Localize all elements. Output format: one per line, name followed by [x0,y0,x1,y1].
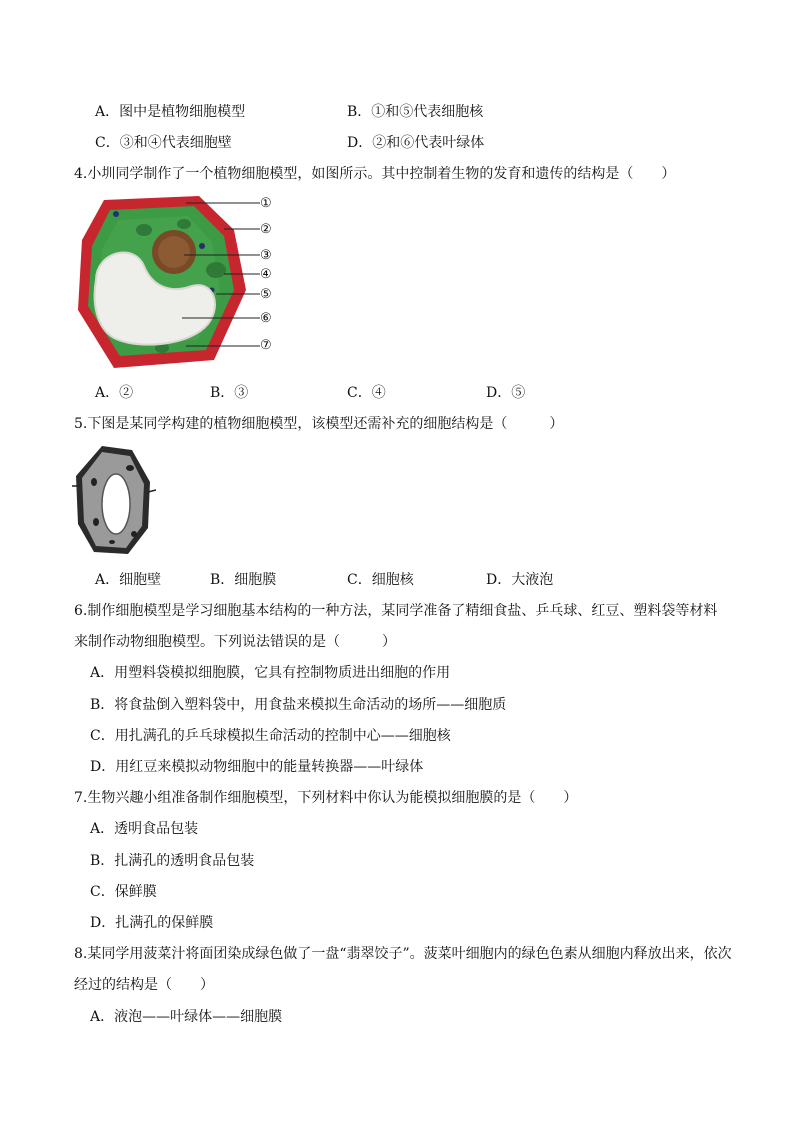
fig4-label-6: ⑥ [260,311,272,326]
q3-option-c: C．③和④代表细胞壁 [95,135,232,151]
fig4-label-3: ③ [260,248,272,263]
fig4-label-7: ⑦ [260,338,272,353]
q5-option-a: A．细胞壁 [95,572,162,588]
vacuole-white-shape [102,474,130,534]
fig4-label-5: ⑤ [260,287,272,302]
q7-option-c: C．保鲜膜 [90,884,157,900]
q7-stem: 7.生物兴趣小组准备制作细胞模型，下列材料中你认为能模拟细胞膜的是（ ） [74,790,578,806]
q4-stem: 4.小圳同学制作了一个植物细胞模型，如图所示。其中控制着生物的发育和遗传的结构是（ ） [74,166,676,182]
q6-option-a: A．用塑料袋模拟细胞膜，它具有控制物质进出细胞的作用 [90,665,451,681]
q5-option-b: B．细胞膜 [210,572,277,588]
q8-stem-line2: 经过的结构是（ ） [74,977,214,993]
q8-stem-line1: 8.某同学用菠菜汁将面团染成绿色做了一盘“翡翠饺子”。菠菜叶细胞内的绿色色素从细胞内释放出来，依次 [74,946,732,962]
q4-option-c: C．④ [347,385,386,401]
q3-option-a: A．图中是植物细胞模型 [95,104,246,120]
q5-option-d: D．大液泡 [486,572,554,588]
fig4-label-4: ④ [260,267,272,282]
q4-option-b: B．③ [210,385,249,401]
fig4-label-1: ① [260,196,272,211]
q7-option-b: B．扎满孔的透明食品包装 [90,853,255,869]
q3-option-b: B．①和⑤代表细胞核 [347,104,484,120]
q5-option-c: C．细胞核 [347,572,414,588]
q4-option-a: A．② [95,385,134,401]
q6-option-b: B．将食盐倒入塑料袋中，用食盐来模拟生命活动的场所——细胞质 [90,697,507,713]
q6-stem-line1: 6.制作细胞模型是学习细胞基本结构的一种方法，某同学准备了精细食盐、乒乓球、红豆、塑料袋等材料 [74,603,718,619]
plant-cell-sketch-figure [72,442,156,560]
q7-option-d: D．扎满孔的保鲜膜 [90,915,214,931]
q6-option-c: C．用扎满孔的乒乓球模拟生命活动的控制中心——细胞核 [90,728,451,744]
q8-option-a: A．液泡——叶绿体——细胞膜 [90,1009,283,1025]
q4-option-d: D．⑤ [486,385,526,401]
q5-stem: 5.下图是某同学构建的植物细胞模型，该模型还需补充的细胞结构是（ ） [74,416,564,432]
q6-stem-line2: 来制作动物细胞模型。下列说法错误的是（ ） [74,634,396,650]
fig4-label-2: ② [260,222,272,237]
plant-cell-model-figure [74,190,284,375]
q7-option-a: A．透明食品包装 [90,821,199,837]
q6-option-d: D．用红豆来模拟动物细胞中的能量转换器——叶绿体 [90,759,424,775]
q3-option-d: D．②和⑥代表叶绿体 [347,135,485,151]
